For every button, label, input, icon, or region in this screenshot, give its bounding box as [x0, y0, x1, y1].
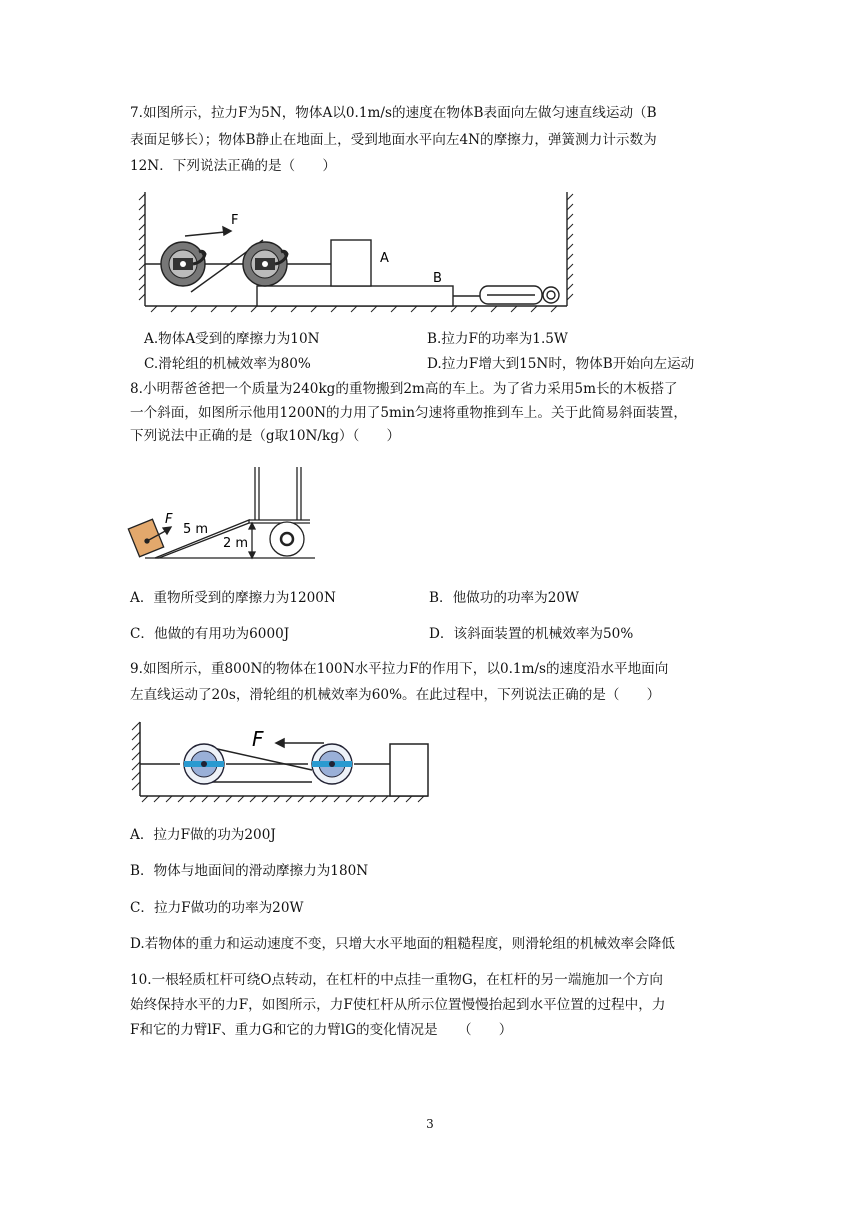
q7-option-b: B.拉力F的功率为1.5W	[427, 331, 568, 347]
q7-option-a: A.物体A受到的摩擦力为10N	[144, 331, 320, 347]
q8-label-length: 5 m	[183, 522, 209, 537]
q8-crate	[128, 519, 163, 557]
q7-pulley-1	[161, 242, 205, 286]
q7-block-a	[331, 240, 371, 286]
q7-line-3: 12N．下列说法正确的是（ ）	[130, 158, 336, 174]
q9-option-b: B．物体与地面间的滑动摩擦力为180N	[130, 863, 369, 879]
q9-figure	[128, 718, 433, 804]
q7-block-b	[257, 286, 453, 306]
q9-pulley-2	[312, 744, 352, 784]
q10-line-1: 10.一根轻质杠杆可绕O点转动，在杠杆的中点挂一重物G，在杠杆的另一端施加一个方向	[130, 972, 663, 988]
q9-option-c: C．拉力F做功的功率为20W	[130, 900, 304, 916]
q7-pulley-2	[243, 242, 287, 286]
q8-option-b: B．他做功的功率为20W	[429, 590, 580, 606]
q8-figure	[125, 465, 325, 560]
q7-line-2: 表面足够长）；物体B静止在地面上，受到地面水平向左4N的摩擦力，弹簧测力计示数为	[130, 132, 657, 148]
q9-line-1: 9.如图所示，重800N的物体在100N水平拉力F的作用下，以0.1m/s的速度沿水平地面向	[130, 661, 669, 677]
q8-line-1: 8.小明帮爸爸把一个质量为240kg的重物搬到2m高的车上。为了省力采用5m长的木板搭了	[130, 381, 678, 397]
q8-label-height: 2 m	[223, 536, 249, 551]
q7-option-c: C.滑轮组的机械效率为80%	[144, 356, 311, 372]
q9-block	[390, 744, 428, 796]
page-number: 3	[426, 1117, 434, 1131]
q8-label-f: F	[165, 512, 173, 527]
q7-label-f: F	[231, 213, 239, 228]
q9-pulley-1	[184, 744, 224, 784]
q10-line-2: 始终保持水平的力F，如图所示，力F使杠杆从所示位置慢慢抬起到水平位置的过程中，力	[130, 997, 666, 1013]
q9-option-a: A．拉力F做的功为200J	[130, 827, 276, 843]
q8-option-d: D．该斜面装置的机械效率为50%	[429, 626, 634, 642]
q8-line-3: 下列说法中正确的是（g取10N/kg）（ ）	[130, 428, 401, 444]
q9-line-2: 左直线运动了20s，滑轮组的机械效率为60%。在此过程中，下列说法正确的是（ ）	[130, 687, 661, 703]
q10-line-3: F和它的力臂lF、重力G和它的力臂lG的变化情况是 （ ）	[130, 1022, 513, 1038]
q7-option-d: D.拉力F增大到15N时，物体B开始向左运动	[427, 356, 695, 372]
q8-line-2: 一个斜面，如图所示他用1200N的力用了5min匀速将重物推到车上。关于此简易斜面装置，	[130, 405, 687, 421]
q7-label-a: A	[380, 251, 389, 266]
q7-figure	[135, 188, 575, 315]
q7-label-b: B	[433, 271, 442, 286]
q8-option-c: C．他做的有用功为6000J	[130, 626, 290, 642]
q9-option-d: D.若物体的重力和运动速度不变，只增大水平地面的粗糙程度，则滑轮组的机械效率会降低	[130, 936, 675, 952]
q9-label-f: F	[252, 727, 264, 751]
q8-wheel	[270, 522, 304, 556]
q8-option-a: A．重物所受到的摩擦力为1200N	[130, 590, 336, 606]
q7-line-1: 7.如图所示，拉力F为5N，物体A以0.1m/s的速度在物体B表面向左做匀速直线运动（B	[130, 105, 657, 121]
